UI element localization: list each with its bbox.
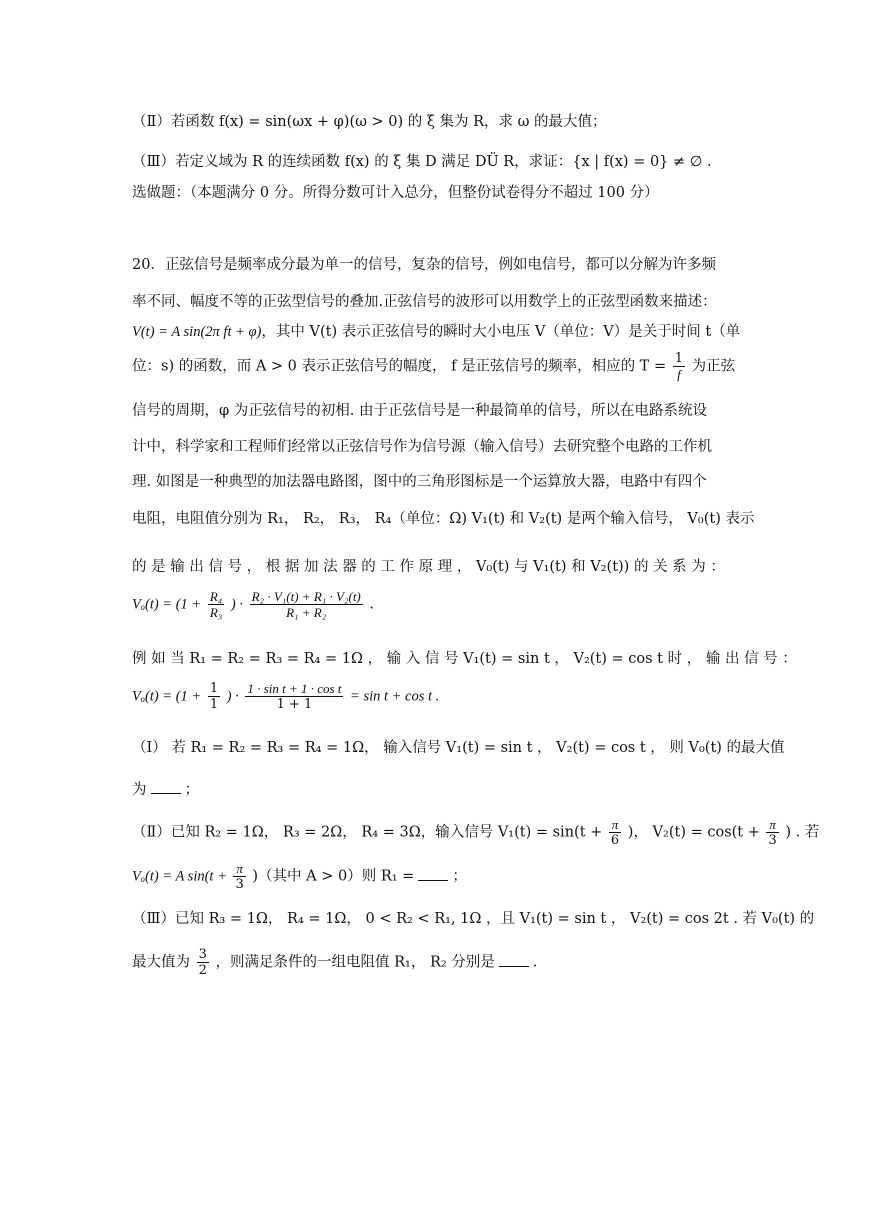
part3-text: 最大值为 [132, 954, 190, 971]
q19-part2: （Ⅱ）若函数 f(x) = sin(ωx + φ)(ω > 0) 的 ξ 集为 R，求 ω 的最大值； [132, 114, 607, 130]
answer-blank[interactable] [418, 868, 448, 881]
answer-suffix: ； [184, 782, 199, 798]
example-line: 例 如 当 R₁ = R₂ = R₃ = R₄ = 1Ω ， 输 入 信 号 V₁(t) = sin t ， V₂(t) = cos t 时 ， 输 出 信 号 ： [132, 651, 797, 667]
q20-line-3 [132, 325, 740, 340]
q20-line-4-text: 位：s) 的函数，而 A > 0 表示正弦信号的幅度， f 是正弦信号的频率，相应的 T = [132, 358, 667, 375]
formula-vo-example [132, 682, 439, 711]
fraction-numerator: 1 [209, 681, 219, 696]
q20-part2 [132, 818, 819, 847]
example-sum-fraction [245, 682, 343, 711]
fraction-denominator: R₁ + R₂ [286, 605, 327, 620]
part2-text: （Ⅱ）已知 R₂ = 1Ω， R₃ = 2Ω， R₄ = 3Ω，输入信号 V₁(t) = sin(t + [132, 824, 603, 841]
part3-text-2: ，则满足条件的一组电阻值 R₁， R₂ 分别是 [215, 954, 495, 971]
q20-line-3-text: ，其中 V(t) 表示正弦信号的瞬时大小电压 V（单位：V）是关于时间 t（单 [261, 324, 741, 340]
fraction-numerator: 3 [198, 947, 207, 962]
fraction-denominator: 3 [768, 833, 777, 848]
formula-lhs: Vₒ(t) = (1 + [132, 596, 202, 613]
r4-over-r3 [208, 590, 224, 619]
q20-line-7: 理. 如图是一种典型的加法器电路图，图中的三角形图标是一个运算放大器，电路中有四个 [132, 474, 707, 490]
formula-result: = sin t + cos t . [350, 688, 440, 705]
q20-part1: （Ⅰ） 若 R₁ = R₂ = R₃ = R₄ = 1Ω， 输入信号 V₁(t) = sin t ， V₂(t) = cos t ， 则 V₀(t) 的最大值 [132, 740, 785, 756]
fraction-numerator: 1 · sin t + 1 · cos t [247, 681, 342, 696]
pi-over-3 [766, 818, 778, 847]
q20-line-5: 信号的周期，φ 为正弦信号的初相. 由于正弦信号是一种最简单的信号，所以在电路系统设 [132, 403, 707, 419]
fraction-numerator: π [233, 862, 245, 877]
fraction-numerator: 1 [674, 351, 684, 366]
fraction-denominator: 2 [198, 963, 207, 978]
answer-blank[interactable] [499, 954, 529, 967]
part2-answer-text: )（其中 A > 0）则 R₁ = [252, 868, 415, 885]
answer-blank[interactable] [151, 781, 181, 794]
answer-suffix: . [532, 954, 538, 971]
signal-formula: V(t) = A sin(2π ft + φ) [132, 324, 262, 340]
fraction-numerator: π [609, 818, 621, 833]
answer-prefix: 为 [132, 782, 147, 798]
optional-heading: 选做题：（本题满分 0 分。所得分数可计入总分，但整份试卷得分不超过 100 分） [132, 185, 659, 201]
q20-part2-answer [132, 862, 467, 891]
q20-line-9: 的 是 输 出 信 号 ， 根 据 加 法 器 的 工 作 原 理 ， V₀(t) 与 V₁(t) 和 V₂(t)) 的 关 系 为 ： [132, 559, 725, 575]
q20-line-4-end: 为正弦 [691, 358, 736, 375]
formula-lhs: Vₒ(t) = (1 + [132, 688, 202, 705]
fraction-numerator: π [766, 818, 778, 833]
q20-part1-answer [132, 781, 199, 798]
one-over-one [208, 682, 220, 711]
fraction-denominator: 6 [610, 833, 620, 848]
three-halves [197, 948, 209, 977]
q20-line-4 [132, 352, 735, 381]
q19-part3: （Ⅲ）若定义域为 R 的连续函数 f(x) 的 ξ 集 D 满足 DÜ R，求证：{x | f(x) = 0} ≠ ∅ . [132, 154, 712, 170]
fraction-numerator: R₂ · V₁(t) + R₁ · V₂(t) [251, 589, 361, 604]
weighted-sum-fraction [250, 590, 363, 619]
q20-part3-answer [132, 948, 537, 977]
formula-vo-general [132, 590, 374, 619]
fraction-numerator: R₄ [209, 589, 223, 604]
part2-formula: Vₒ(t) = A sin(t + [132, 868, 227, 885]
formula-mid: ) · [226, 688, 239, 705]
q20-line-8: 电阻，电阻值分别为 R₁， R₂， R₃， R₄（单位：Ω) V₁(t) 和 V₂(t) 是两个输入信号， V₀(t) 表示 [132, 511, 755, 527]
q20-line-2: 率不同、幅度不等的正弦型信号的叠加.正弦信号的波形可以用数学上的正弦型函数来描述： [132, 294, 717, 310]
fraction-denominator: R₃ [209, 605, 223, 620]
q20-line-1: 20．正弦信号是频率成分最为单一的信号，复杂的信号，例如电信号，都可以分解为许多频 [132, 257, 716, 273]
pi-over-3 [233, 862, 245, 891]
fraction-denominator: 1 + 1 [276, 697, 313, 712]
fraction-denominator: 1 [209, 697, 219, 712]
part2-text-2: )， V₂(t) = cos(t + [627, 824, 760, 841]
part2-text-3: ) . 若 [785, 824, 820, 841]
formula-mid: ) · [230, 596, 243, 613]
fraction-denominator: f [677, 367, 681, 382]
q20-line-6: 计中，科学家和工程师们经常以正弦信号作为信号源（输入信号）去研究整个电路的工作机 [132, 439, 712, 455]
period-fraction [673, 352, 685, 381]
fraction-denominator: 3 [235, 877, 244, 892]
q20-part3: （Ⅲ）已知 R₃ = 1Ω， R₄ = 1Ω， 0 < R₂ < R₁, 1Ω ，且 V₁(t) = sin t ， V₂(t) = cos 2t . 若 V₀(t) 的 [132, 911, 815, 927]
pi-over-6 [609, 818, 621, 847]
formula-end: . [369, 596, 374, 613]
answer-suffix: ； [452, 868, 467, 885]
